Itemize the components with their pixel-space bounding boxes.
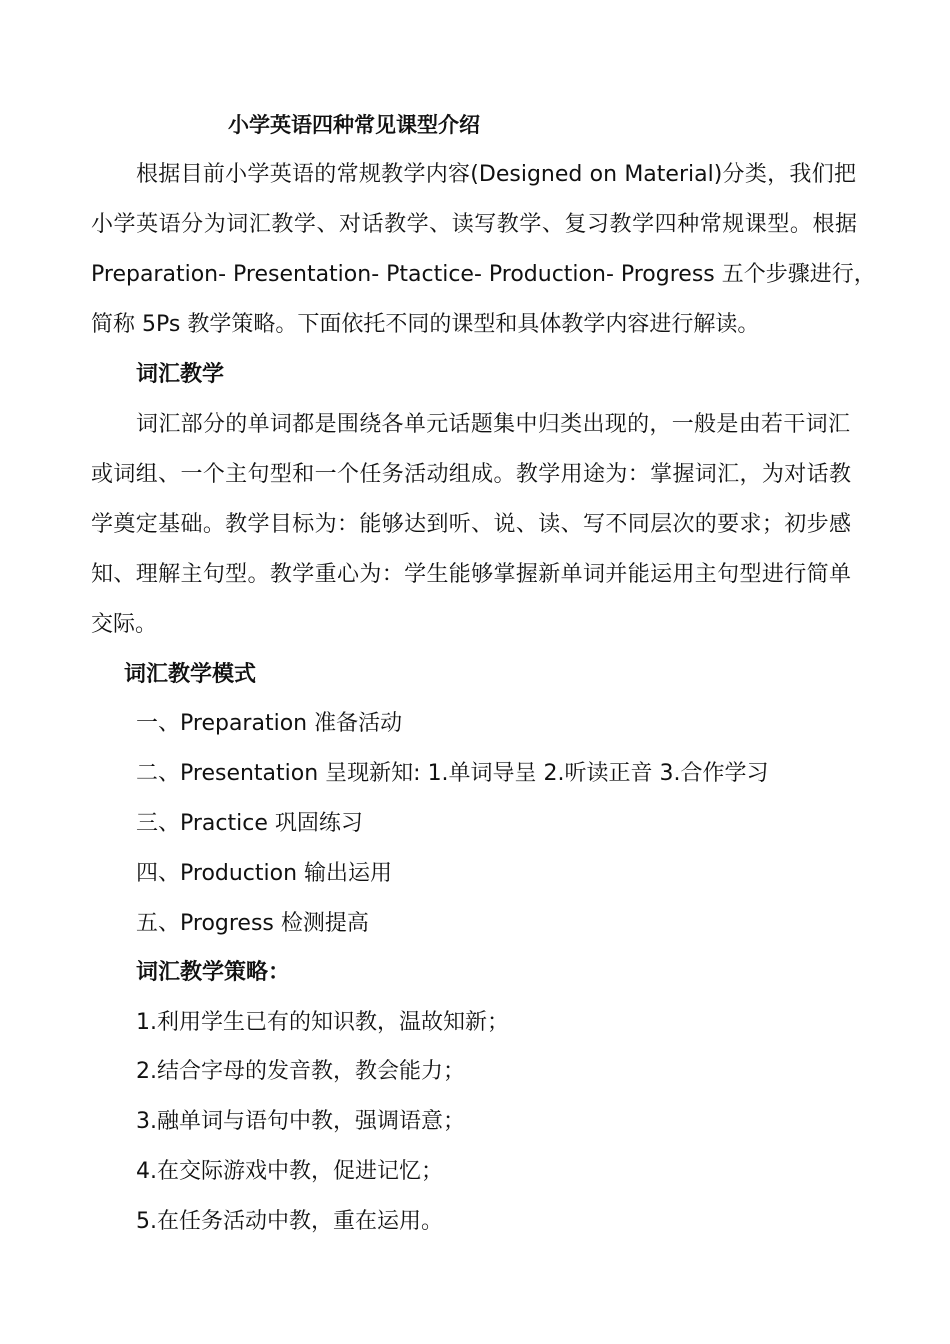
document-title: 小学英语四种常见课型介绍 — [228, 113, 480, 137]
mode-step: 四、Production 输出运用 — [136, 861, 393, 886]
intro-line: 小学英语分为词汇教学、对话教学、读写教学、复习教学四种常规课型。根据 — [91, 212, 857, 237]
mode-step: 一、Preparation 准备活动 — [136, 711, 403, 736]
strategy-item: 2.结合字母的发音教，教会能力； — [136, 1059, 465, 1084]
strategy-item: 1.利用学生已有的知识教，温故知新； — [136, 1010, 509, 1035]
section-heading-mode: 词汇教学模式 — [124, 662, 257, 687]
strategy-item: 4.在交际游戏中教，促进记忆； — [136, 1159, 443, 1184]
section-heading-strategy: 词汇教学策略： — [136, 960, 291, 985]
vocab-body-line: 或词组、一个主句型和一个任务活动组成。教学用途为：掌握词汇，为对话教 — [91, 462, 851, 487]
strategy-item: 5.在任务活动中教，重在运用。 — [136, 1209, 443, 1234]
intro-line: 根据目前小学英语的常规教学内容(Designed on Material)分类，我们把 — [136, 162, 856, 187]
vocab-body-line: 学奠定基础。教学目标为：能够达到听、说、读、写不同层次的要求；初步感 — [91, 512, 851, 537]
mode-step: 五、Progress 检测提高 — [136, 911, 369, 936]
vocab-body-line: 交际。 — [91, 612, 158, 637]
intro-line: Preparation- Presentation- Ptactice- Production- Progress 五个步骤进行， — [91, 262, 876, 287]
vocab-body-line: 词汇部分的单词都是围绕各单元话题集中归类出现的，一般是由若干词汇 — [136, 412, 850, 437]
section-heading-vocab: 词汇教学 — [136, 362, 225, 387]
intro-line: 简称 5Ps 教学策略。下面依托不同的课型和具体教学内容进行解读。 — [91, 312, 760, 337]
strategy-item: 3.融单词与语句中教，强调语意； — [136, 1109, 465, 1134]
vocab-body-line: 知、理解主句型。教学重心为：学生能够掌握新单词并能运用主句型进行简单 — [91, 562, 851, 587]
mode-step: 三、Practice 巩固练习 — [136, 811, 363, 836]
mode-step: 二、Presentation 呈现新知: 1.单词导呈 2.听读正音 3.合作学习 — [136, 761, 769, 786]
